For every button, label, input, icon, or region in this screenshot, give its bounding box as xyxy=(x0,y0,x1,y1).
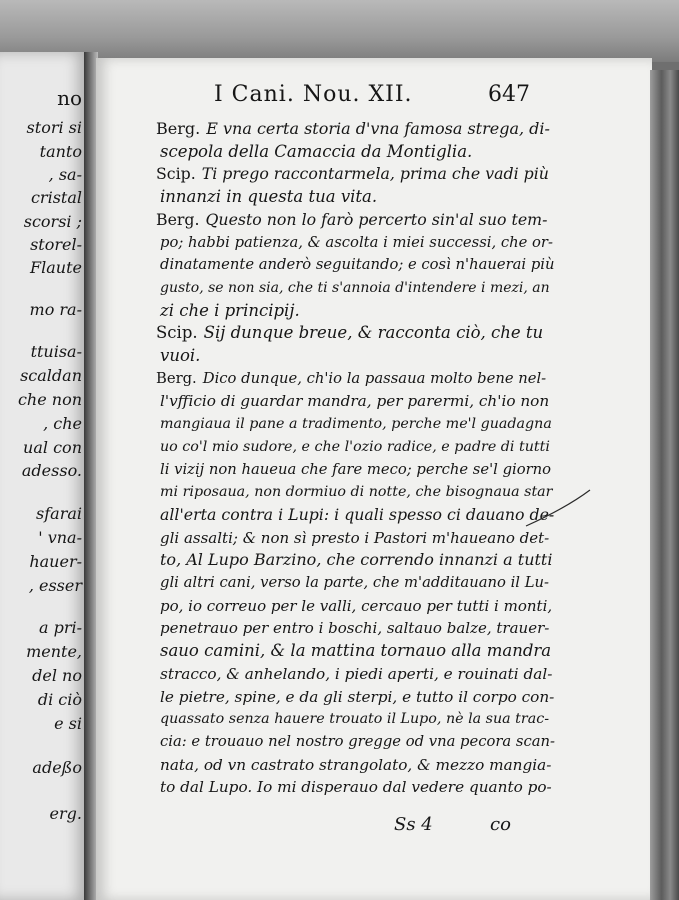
line-text: dinatamente anderò seguitando; e così n'hauerai più xyxy=(160,256,555,274)
page-header xyxy=(96,82,652,112)
left-page-line: storel- xyxy=(30,235,82,254)
text-line xyxy=(160,300,550,322)
line-text: scepola della Camaccia da Montiglia. xyxy=(160,141,473,161)
text-line xyxy=(156,163,549,185)
text-line xyxy=(160,390,550,412)
left-page-line: che non xyxy=(17,390,82,409)
line-text: Questo non lo farò percerto sin'al suo tem- xyxy=(205,209,548,229)
text-line xyxy=(160,413,550,435)
line-text: l'vfficio di guardar mandra, per parermi, ch'io non xyxy=(160,392,550,411)
text-line xyxy=(160,504,555,526)
line-text: quassato senza hauere trouato il Lupo, nè la sua trac- xyxy=(160,711,550,728)
left-page-line: , che xyxy=(43,414,82,433)
text-line xyxy=(156,209,546,231)
left-page-line: adesso. xyxy=(21,461,82,480)
text-line xyxy=(156,368,546,390)
text-line xyxy=(160,527,550,549)
line-text: vuoi. xyxy=(160,346,201,365)
line-text: uo co'l mio sudore, e che l'ozio radice, e padre di tutti xyxy=(160,438,550,455)
left-page-line: tanto xyxy=(39,142,82,161)
left-page-line: stori si xyxy=(26,118,82,137)
line-text: gusto, se non sia, che ti s'annoia d'intendere i mezi, an xyxy=(160,279,550,296)
text-line xyxy=(160,686,555,708)
line-text: gli altri cani, verso la parte, che m'additauano il Lu- xyxy=(160,574,549,591)
line-text: Dico dunque, ch'io la passaua molto bene nel- xyxy=(202,369,547,387)
text-line xyxy=(160,617,550,639)
line-text: all'erta contra i Lupi: i quali spesso ci dauano de- xyxy=(160,504,555,524)
line-text: to, Al Lupo Barzino, che correndo innanzi a tutti xyxy=(160,550,553,570)
left-page-line: ' vna- xyxy=(38,528,82,547)
left-page-line: a pri- xyxy=(38,618,82,637)
text-line xyxy=(160,572,550,594)
left-page xyxy=(0,52,88,900)
line-text: innanzi in questa tua vita. xyxy=(160,187,378,207)
text-line xyxy=(160,232,553,254)
left-page-line: mo ra- xyxy=(29,300,82,319)
text-line xyxy=(160,663,553,685)
line-text: penetrauo per entro i boschi, saltauo balze, trauer- xyxy=(160,619,550,638)
left-page-line: e si xyxy=(54,714,82,733)
signature-mark: Ss 4 xyxy=(394,814,433,835)
speaker-label: Berg. xyxy=(156,369,197,387)
left-page-line: scaldan xyxy=(20,366,82,385)
left-page-line: sfarai xyxy=(36,504,82,523)
left-page-line: cristal xyxy=(30,188,82,207)
left-page-line: scorsi ; xyxy=(23,212,82,231)
running-title: I Cani. Nou. XII. xyxy=(214,82,413,107)
line-text: nata, od vn castrato strangolato, & mezzo mangia- xyxy=(160,755,552,774)
text-line xyxy=(160,731,556,753)
line-text: zi che i principij. xyxy=(160,300,300,320)
left-page-line: no xyxy=(57,86,82,110)
text-line xyxy=(160,481,553,503)
text-line xyxy=(160,277,550,299)
text-line xyxy=(160,436,550,458)
text-line xyxy=(160,141,550,163)
text-line xyxy=(160,754,550,776)
line-text: to dal Lupo. Io mi disperauo dal vedere quanto po- xyxy=(160,778,552,797)
text-line xyxy=(160,640,550,662)
text-line xyxy=(156,322,546,344)
text-line xyxy=(160,549,553,571)
left-page-line: adeßo xyxy=(32,758,82,777)
left-page-line: , sa- xyxy=(48,165,82,184)
line-text: Ti prego raccontarmela, prima che vadi più xyxy=(201,164,549,184)
line-text: le pietre, spine, e da gli sterpi, e tutto il corpo con- xyxy=(160,687,555,706)
text-line xyxy=(160,345,550,367)
left-page-line: , esser xyxy=(28,576,82,595)
left-page-line: ttuisa- xyxy=(30,342,82,361)
line-text: li vizij non haueua che fare meco; perche se'l giorno xyxy=(160,460,552,478)
left-page-line: del no xyxy=(32,666,82,685)
text-line xyxy=(156,118,550,140)
left-page-line: erg. xyxy=(49,804,82,823)
line-text: po, io correuo per le valli, cercauo per tutti i monti, xyxy=(160,596,553,615)
text-line xyxy=(160,186,550,208)
speaker-label: Scip. xyxy=(156,323,198,343)
line-text: mi riposaua, non dormiuo di notte, che bisognaua star xyxy=(160,484,553,501)
page-edge xyxy=(650,70,679,900)
text-line xyxy=(160,708,550,730)
line-text: Sij dunque breue, & racconta ciò, che tu xyxy=(203,323,544,343)
speaker-label: Scip. xyxy=(156,164,196,184)
background-shelf xyxy=(0,0,679,62)
line-text: gli assalti; & non sì presto i Pastori m'haueano det- xyxy=(160,528,550,547)
page-number: 647 xyxy=(488,82,530,107)
line-text: mangiaua il pane a tradimento, perche me'l guadagna xyxy=(160,416,552,433)
line-text: po; habbi patienza, & ascolta i miei successi, che or- xyxy=(160,233,553,251)
text-line xyxy=(160,459,550,481)
text-line xyxy=(160,776,550,798)
left-page-line: di ciò xyxy=(37,690,82,709)
speaker-label: Berg. xyxy=(156,209,200,229)
line-text: cia: e trouauo nel nostro gregge od vna pecora scan- xyxy=(160,732,556,750)
left-page-line: hauer- xyxy=(29,552,82,571)
left-page-line: mente, xyxy=(26,642,82,661)
line-text: stracco, & anhelando, i piedi aperti, e rouinati dal- xyxy=(160,664,553,683)
line-text: sauo camini, & la mattina tornauo alla mandra xyxy=(160,641,552,661)
left-page-line: ual con xyxy=(23,438,82,457)
left-page-line: Flaute xyxy=(30,258,82,277)
text-line xyxy=(160,254,555,276)
speaker-label: Berg. xyxy=(156,119,201,138)
line-text: E vna certa storia d'vna famosa strega, di- xyxy=(206,119,550,138)
text-line xyxy=(160,595,553,617)
catchword: co xyxy=(490,814,511,835)
